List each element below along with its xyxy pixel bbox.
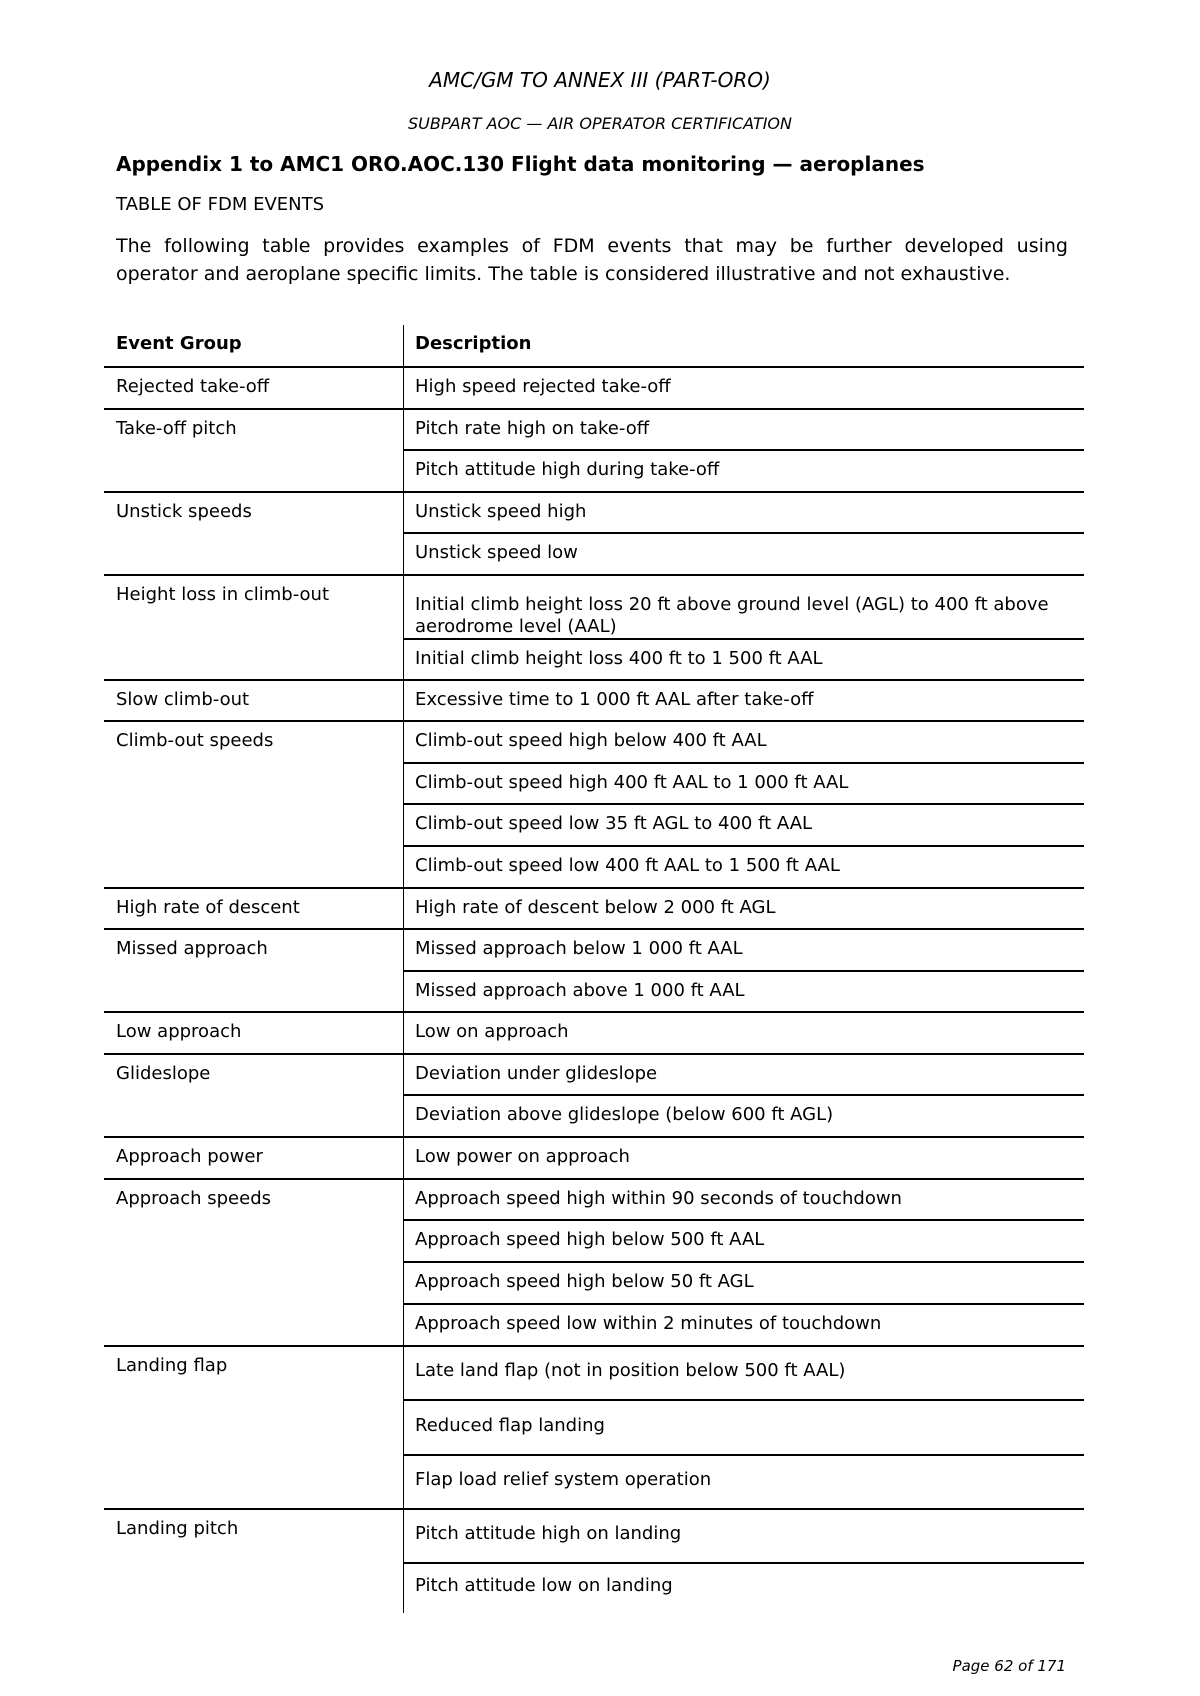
group-separator-rule: [104, 1011, 1084, 1013]
description-cell: Unstick speed high: [415, 501, 587, 522]
table-header-event-group: Event Group: [116, 333, 242, 354]
description-separator-rule: [404, 1219, 1084, 1221]
event-group-cell: Climb-out speeds: [116, 730, 274, 751]
table-header-description: Description: [415, 333, 532, 354]
description-cell: Pitch rate high on take-off: [415, 418, 650, 439]
description-cell: Missed approach above 1 000 ft AAL: [415, 980, 745, 1001]
description-cell: Approach speed high within 90 seconds of touchdown: [415, 1188, 902, 1209]
description-cell: Initial climb height loss 400 ft to 1 500 ft AAL: [415, 648, 823, 669]
group-separator-rule: [104, 1508, 1084, 1510]
document-header-subpart: SUBPART AOC — AIR OPERATOR CERTIFICATION: [407, 114, 792, 133]
description-cell: Approach speed high below 500 ft AAL: [415, 1229, 765, 1250]
event-group-cell: Landing pitch: [116, 1518, 239, 1539]
event-group-cell: Low approach: [116, 1021, 242, 1042]
event-group-cell: High rate of descent: [116, 897, 300, 918]
group-separator-rule: [104, 574, 1084, 576]
description-cell: Approach speed low within 2 minutes of touchdown: [415, 1313, 882, 1334]
description-cell: Initial climb height loss 20 ft above ground level (AGL) to 400 ft above aerodrome level (AAL): [415, 594, 1049, 637]
description-cell: Climb-out speed low 35 ft AGL to 400 ft AAL: [415, 813, 813, 834]
event-group-cell: Landing flap: [116, 1355, 228, 1376]
event-group-cell: Approach speeds: [116, 1188, 271, 1209]
group-separator-rule: [104, 1345, 1084, 1347]
event-group-cell: Missed approach: [116, 938, 268, 959]
description-cell: Climb-out speed high 400 ft AAL to 1 000 ft AAL: [415, 772, 849, 793]
description-cell: Reduced flap landing: [415, 1415, 605, 1436]
description-separator-rule: [404, 845, 1084, 847]
description-cell: Missed approach below 1 000 ft AAL: [415, 938, 743, 959]
description-separator-rule: [404, 1454, 1084, 1456]
description-cell: Approach speed high below 50 ft AGL: [415, 1271, 754, 1292]
description-separator-rule: [404, 1562, 1084, 1564]
description-cell: High speed rejected take-off: [415, 376, 671, 397]
group-separator-rule: [104, 1178, 1084, 1180]
description-separator-rule: [404, 762, 1084, 764]
description-separator-rule: [404, 449, 1084, 451]
description-cell: Low on approach: [415, 1021, 569, 1042]
section-title: Appendix 1 to AMC1 ORO.AOC.130 Flight data monitoring — aeroplanes: [116, 152, 925, 176]
event-group-cell: Glideslope: [116, 1063, 211, 1084]
section-subtitle: TABLE OF FDM EVENTS: [116, 194, 325, 215]
description-separator-rule: [404, 970, 1084, 972]
description-cell: Deviation under glideslope: [415, 1063, 658, 1084]
description-separator-rule: [404, 1261, 1084, 1263]
description-separator-rule: [404, 1094, 1084, 1096]
group-separator-rule: [104, 491, 1084, 493]
group-separator-rule: [104, 679, 1084, 681]
group-separator-rule: [104, 720, 1084, 722]
event-group-cell: Rejected take-off: [116, 376, 270, 397]
description-separator-rule: [404, 803, 1084, 805]
intro-paragraph: The following table provides examples of FDM events that may be further developed using operator and aeroplane specific limits. The table is considered illustrative and not exhaustive.: [116, 235, 1068, 285]
description-cell: Low power on approach: [415, 1146, 630, 1167]
group-separator-rule: [104, 1136, 1084, 1138]
description-cell: Deviation above glideslope (below 600 ft AGL): [415, 1104, 834, 1125]
group-separator-rule: [104, 887, 1084, 889]
description-separator-rule: [404, 1303, 1084, 1305]
description-cell: Pitch attitude low on landing: [415, 1575, 673, 1596]
description-cell: Excessive time to 1 000 ft AAL after take-off: [415, 689, 814, 710]
event-group-cell: Height loss in climb-out: [116, 584, 330, 605]
event-group-cell: Unstick speeds: [116, 501, 252, 522]
description-cell: Flap load relief system operation: [415, 1469, 712, 1490]
description-cell: Pitch attitude high during take-off: [415, 459, 720, 480]
table-header-rule: [104, 366, 1084, 368]
event-group-cell: Slow climb-out: [116, 689, 250, 710]
description-cell: Unstick speed low: [415, 542, 578, 563]
page-number: Page 62 of 171: [952, 1657, 1066, 1675]
description-separator-rule: [404, 532, 1084, 534]
description-separator-rule: [404, 638, 1084, 640]
event-group-cell: Approach power: [116, 1146, 263, 1167]
group-separator-rule: [104, 928, 1084, 930]
description-cell: Pitch attitude high on landing: [415, 1523, 682, 1544]
description-cell: Climb-out speed high below 400 ft AAL: [415, 730, 767, 751]
group-separator-rule: [104, 408, 1084, 410]
description-cell: Climb-out speed low 400 ft AAL to 1 500 ft AAL: [415, 855, 840, 876]
description-separator-rule: [404, 1399, 1084, 1401]
description-cell: High rate of descent below 2 000 ft AGL: [415, 897, 776, 918]
group-separator-rule: [104, 1053, 1084, 1055]
event-group-cell: Take-off pitch: [116, 418, 237, 439]
document-header-title: AMC/GM TO ANNEX III (PART-ORO): [429, 68, 771, 92]
description-cell: Late land flap (not in position below 500 ft AAL): [415, 1360, 846, 1381]
table-column-divider: [403, 325, 404, 1613]
